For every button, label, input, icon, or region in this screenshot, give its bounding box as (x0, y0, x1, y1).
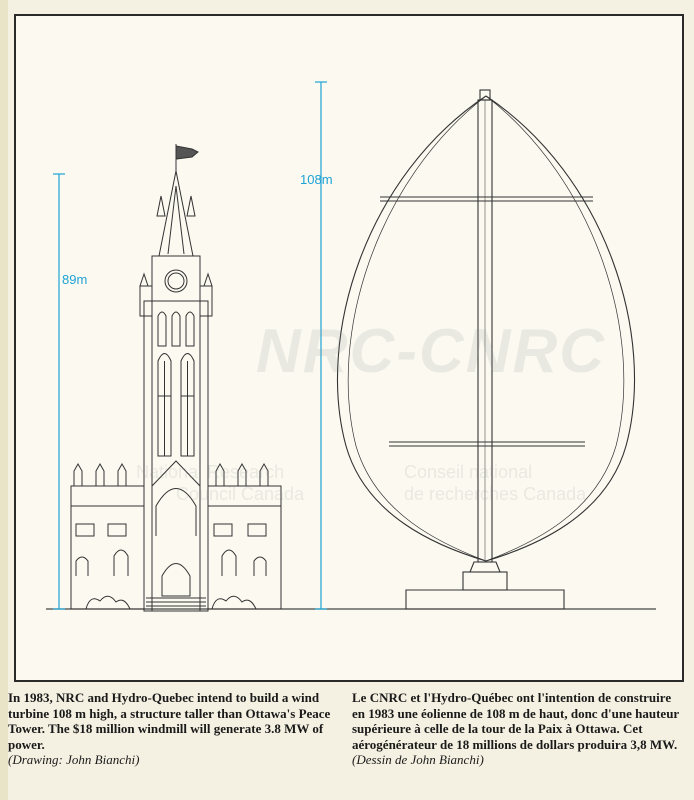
watermark-en-line2: Council Canada (176, 484, 305, 504)
caption-english-credit: (Drawing: John Bianchi) (8, 752, 140, 767)
illustration-frame (14, 14, 684, 682)
caption-french-text: Le CNRC et l'Hydro-Québec ont l'intention de construire en 1983 une éolienne de 108 m de haut, donc d'une hauteur supérieure à celle de la tour de la Paix à Ottawa. Cet aérogénérateur de 18 millions de dollars produira 3,8 MW. (352, 690, 679, 752)
watermark-fr-line2: de recherches Canada (404, 484, 587, 504)
turbine-height-label: 108m (300, 172, 333, 187)
watermark-logo: NRC-CNRC (256, 317, 607, 386)
page-edge (0, 0, 8, 800)
watermark-fr-line1: Conseil national (404, 462, 533, 482)
watermark-en-line1: National Research (136, 462, 285, 482)
tower-height-label: 89m (62, 272, 88, 287)
caption-english-text: In 1983, NRC and Hydro-Quebec intend to build a wind turbine 108 m high, a structure taller than Ottawa's Peace Tower. The $18 million windmill will generate 3.8 MW of power. (8, 690, 331, 752)
caption-french-credit: (Dessin de John Bianchi) (352, 752, 484, 767)
caption-english (8, 690, 340, 768)
tower-dimension-line (53, 174, 65, 609)
caption-french (352, 690, 682, 768)
peace-tower-drawing (71, 144, 281, 611)
